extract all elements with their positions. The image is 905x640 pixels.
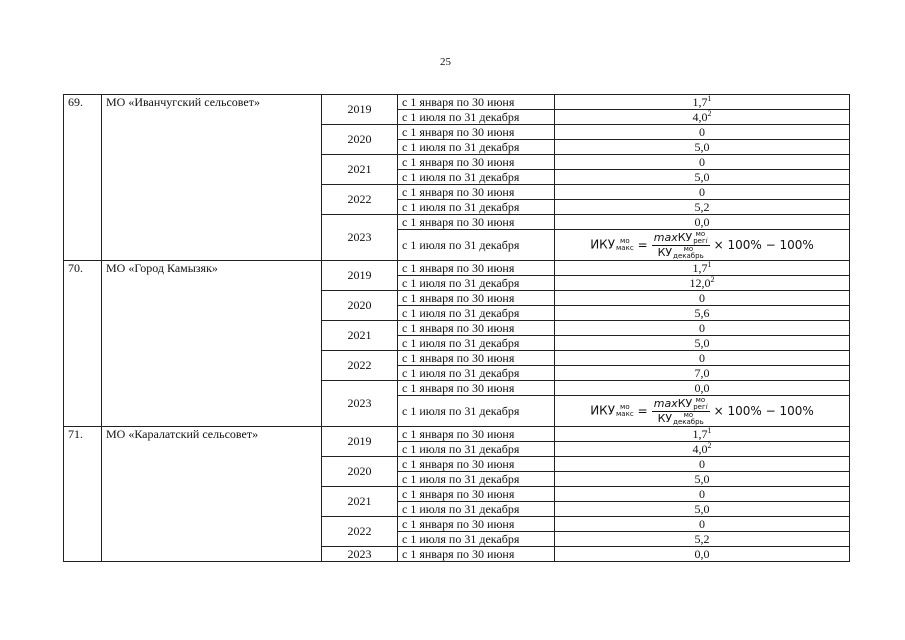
period-cell: с 1 января по 30 июня [398,547,555,562]
period-cell: с 1 января по 30 июня [398,215,555,230]
period-cell: с 1 июля по 31 декабря [398,472,555,487]
footnote-marker: 2 [707,108,712,118]
index-value-cell: 5,0 [555,472,850,487]
period-cell: с 1 июля по 31 декабря [398,366,555,381]
index-value-cell: $4,0^2$ [555,442,850,457]
period-cell: с 1 июля по 31 декабря [398,170,555,185]
index-value-cell [555,230,850,261]
max-tariff-change-formula: ИКУ мо макс = maxКУ мо регi КУ мо декабрь × 100% − 100% [590,229,814,260]
index-value-cell: 0 [555,351,850,366]
year-cell: 2019 [322,95,398,125]
year-cell: 2020 [322,125,398,155]
period-cell: с 1 июля по 31 декабря [398,396,555,427]
period-cell: с 1 января по 30 июня [398,95,555,110]
index-value-cell: 0 [555,291,850,306]
year-cell: 2020 [322,457,398,487]
municipality-name: МО «Каралатский сельсовет» [102,427,322,562]
footnote-marker: 2 [710,274,715,284]
period-cell: с 1 июля по 31 декабря [398,502,555,517]
period-cell: с 1 июля по 31 декабря [398,306,555,321]
index-value-cell: 5,0 [555,170,850,185]
municipality-name: МО «Иванчугский сельсовет» [102,95,322,261]
year-cell: 2022 [322,185,398,215]
year-cell: 2023 [322,547,398,562]
period-cell: с 1 января по 30 июня [398,427,555,442]
period-cell: с 1 января по 30 июня [398,351,555,366]
tariff-table [63,94,850,562]
max-tariff-change-formula: ИКУ мо макс = maxКУ мо регi КУ мо декабрь × 100% − 100% [590,395,814,426]
index-value-cell: $1,7^1$ [555,427,850,442]
year-cell: 2019 [322,261,398,291]
index-value-cell: 5,0 [555,336,850,351]
period-cell: с 1 июля по 31 декабря [398,230,555,261]
entry-number: 69. [64,95,102,261]
table-row [64,427,850,442]
period-cell: с 1 июля по 31 декабря [398,110,555,125]
period-cell: с 1 июля по 31 декабря [398,336,555,351]
table-row [64,261,850,276]
index-value-cell: 5,0 [555,502,850,517]
period-cell: с 1 июля по 31 декабря [398,200,555,215]
year-cell: 2022 [322,517,398,547]
index-value-cell: 0 [555,125,850,140]
index-value-cell: 0,0 [555,215,850,230]
formula-fraction: maxКУ мо регi КУ мо декабрь [653,395,708,426]
period-cell: с 1 января по 30 июня [398,291,555,306]
formula-fraction: maxКУ мо регi КУ мо декабрь [653,229,708,260]
period-cell: с 1 января по 30 июня [398,487,555,502]
index-value-cell: 5,0 [555,140,850,155]
index-value-cell: 5,2 [555,200,850,215]
page-number: 25 [440,56,451,68]
footnote-marker: 2 [707,440,712,450]
period-cell: с 1 июля по 31 декабря [398,276,555,291]
footnote-marker: 1 [707,259,712,269]
period-cell: с 1 января по 30 июня [398,261,555,276]
index-value-cell: 0 [555,517,850,532]
period-cell: с 1 января по 30 июня [398,517,555,532]
index-value-cell: 0 [555,321,850,336]
year-cell: 2021 [322,321,398,351]
index-value-cell: 12,0$^2$ [555,276,850,291]
index-value-cell: $1,7^1$ [555,261,850,276]
entry-number: 70. [64,261,102,427]
year-cell: 2021 [322,155,398,185]
index-value-cell: 0 [555,457,850,472]
index-value-cell: 0,0 [555,547,850,562]
municipality-name: МО «Город Камызяк» [102,261,322,427]
index-value-cell: 0 [555,185,850,200]
year-cell: 2022 [322,351,398,381]
formula-lhs: ИКУ мо макс [590,237,634,252]
period-cell: с 1 июля по 31 декабря [398,532,555,547]
index-value-cell: 5,6 [555,306,850,321]
year-cell: 2023 [322,381,398,427]
year-cell: 2021 [322,487,398,517]
period-cell: с 1 января по 30 июня [398,185,555,200]
period-cell: с 1 января по 30 июня [398,321,555,336]
index-value-cell: 7,0 [555,366,850,381]
index-value-cell: $4,0^2$ [555,110,850,125]
year-cell: 2019 [322,427,398,457]
formula-lhs: ИКУ мо макс [590,403,634,418]
index-value-cell: $1,7^1$ [555,95,850,110]
index-value-cell: 0,0 [555,381,850,396]
index-value-cell: 0 [555,487,850,502]
year-cell: 2020 [322,291,398,321]
period-cell: с 1 июля по 31 декабря [398,442,555,457]
year-cell: 2023 [322,215,398,261]
footnote-marker: 1 [707,425,712,435]
period-cell: с 1 января по 30 июня [398,381,555,396]
table-row [64,95,850,110]
index-value-cell: 0 [555,155,850,170]
period-cell: с 1 января по 30 июня [398,125,555,140]
period-cell: с 1 января по 30 июня [398,155,555,170]
index-value-cell [555,396,850,427]
footnote-marker: 1 [707,93,712,103]
index-value-cell: 5,2 [555,532,850,547]
period-cell: с 1 июля по 31 декабря [398,140,555,155]
entry-number: 71. [64,427,102,562]
period-cell: с 1 января по 30 июня [398,457,555,472]
